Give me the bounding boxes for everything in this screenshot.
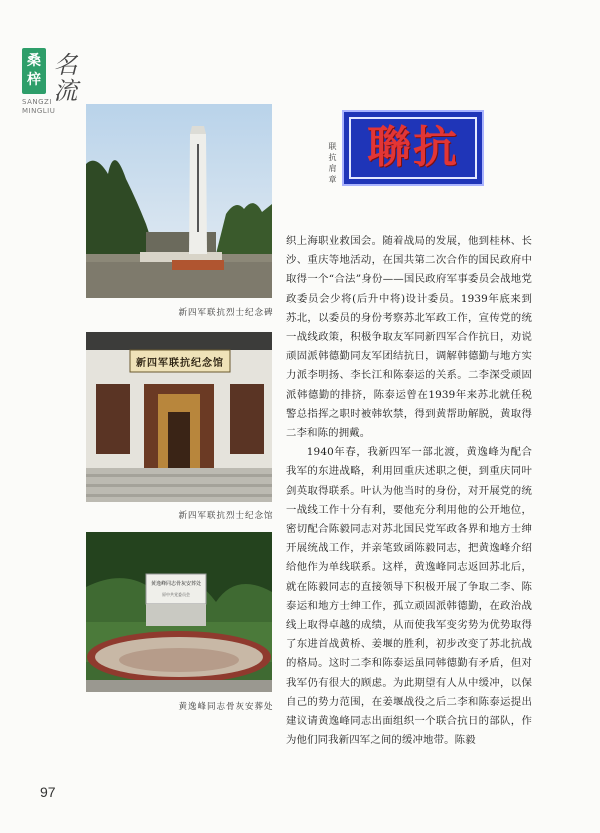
column-logo-title: 名流 xyxy=(49,52,77,104)
seal-text: 聯抗 xyxy=(367,122,459,173)
seal-label: 联抗肩章 xyxy=(328,142,337,186)
article-paragraph: 织上海职业救国会。随着战局的发展，他到桂林、长沙、重庆等地活动，在国共第二次合作的国民政府中取得一个“合法”身份——国民政府军事委员会战地党政委员会少将(后升中将)设计委员。1939年底来到苏北，以委员的身份考察苏北军政工作，宣传党的统一战线政策，积极争取友军同新四军合作抗日，劝说顽固派韩德勤同友军团结抗日，调解韩德勤与地方实力派李明扬、李长江和陈泰运的关系。二李深受顽固派韩德勤的排挤，陈泰运曾在1939年来苏北就任税警总指挥之职时被韩软禁，得到黄帮助解脱，黄取得二李和陈的拥戴。 xyxy=(286,235,532,440)
memorial-hall-photo xyxy=(86,332,272,502)
photo-caption: 新四军联抗烈士纪念碑 xyxy=(178,308,274,318)
resting-place-photo xyxy=(86,532,272,692)
article-body xyxy=(286,232,532,750)
stone-title: 黄逸峰同志骨灰安葬处 xyxy=(150,581,201,587)
page-number: 97 xyxy=(40,784,56,800)
lianhang-epaulette xyxy=(342,110,484,186)
photo-caption: 黄逸峰同志骨灰安葬处 xyxy=(178,702,274,712)
column-logo xyxy=(22,48,82,128)
monument-photo xyxy=(86,104,272,298)
memorial-hall-signboard: 新四军联抗纪念馆 xyxy=(136,358,224,369)
stone-subtitle: 原中共党委员会 xyxy=(162,592,190,597)
article-paragraph: 1940年春，我新四军一部北渡，黄逸峰为配合我军的东进战略，利用回重庆述职之便，到重庆同叶剑英取得联系。叶认为他当时的身份，对开展党的统一战线工作十分有利，要他充分利用他的公开地位，密切配合陈毅同志对苏北国民党军政各界和地方士绅开展统战工作，并亲笔致函陈毅同志，把黄逸峰介绍给他作为单线联系。这样，黄逸峰同志返回苏北后，就在陈毅同志的直接领导下积极开展了争取二李、陈泰运和地方士绅工作，孤立顽固派韩德勤，在政治战线上取得卓越的成绩，从而使我军变劣势为优势取得了东进首战黄桥、姜堰的胜利，初步改变了苏北抗战的格局。这时二李和陈泰运虽同韩德勤有矛盾，但对我军仍有很大的顾虑。为此期望有人从中缓冲，以保自己的势力范围，在姜堰战役之后二李和陈泰运提出建议请黄逸峰同志出面组织一个联合抗日的部队，作为他们同我新四军之间的缓冲地带。陈毅 xyxy=(286,446,532,747)
logo-badge-char: 梓 xyxy=(27,72,41,88)
column-logo-badge xyxy=(22,48,46,94)
column-logo-pinyin: SANGZI MINGLIU xyxy=(22,98,56,115)
logo-badge-char: 桑 xyxy=(27,53,41,69)
photo-caption: 新四军联抗烈士纪念馆 xyxy=(178,511,274,521)
